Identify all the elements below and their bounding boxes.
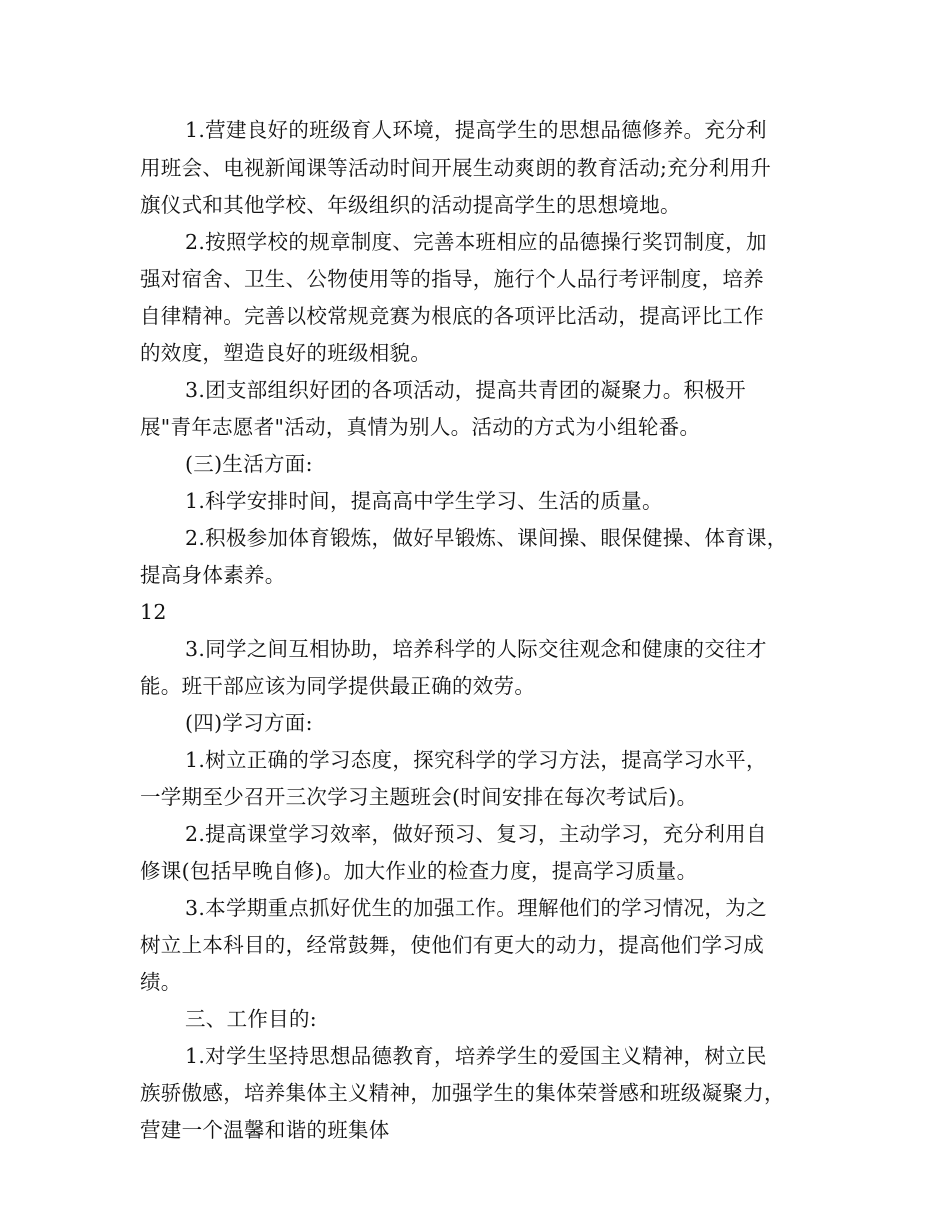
paragraph-1-line-3: 旗仪式和其他学校、年级组织的活动提高学生的思想境地。 <box>140 193 681 217</box>
section-heading-goals: 三、工作目的: <box>185 1007 318 1031</box>
section-heading-life: (三)生活方面: <box>185 452 313 476</box>
page-number: 12 <box>140 600 167 624</box>
life-item-2-line-1: 2.积极参加体育锻炼，做好早锻炼、课间操、眼保健操、体育课， <box>185 526 788 550</box>
life-item-3-line-2: 能。班干部应该为同学提供最正确的效劳。 <box>140 674 536 698</box>
paragraph-2-line-3: 自律精神。完善以校常规竞赛为根底的各项评比活动，提高评比工作 <box>140 304 764 328</box>
paragraph-2-line-1: 2.按照学校的规章制度、完善本班相应的品德操行奖罚制度，加 <box>185 230 767 254</box>
study-item-2-line-1: 2.提高课堂学习效率，做好预习、复习，主动学习，充分利用自 <box>185 822 767 846</box>
study-item-3-line-2: 树立上本科目的，经常鼓舞，使他们有更大的动力，提高他们学习成 <box>140 933 764 957</box>
paragraph-2-line-2: 强对宿舍、卫生、公物使用等的指导，施行个人品行考评制度，培养 <box>140 267 764 291</box>
life-item-2-line-2: 提高身体素养。 <box>140 563 286 587</box>
paragraph-1-line-1: 1.营建良好的班级育人环境，提高学生的思想品德修养。充分利 <box>185 118 767 142</box>
study-item-3-line-3: 绩。 <box>140 970 182 994</box>
goal-item-1-line-1: 1.对学生坚持思想品德教育，培养学生的爱国主义精神，树立民 <box>185 1044 767 1068</box>
life-item-1: 1.科学安排时间，提高高中学生学习、生活的质量。 <box>185 489 663 513</box>
goal-item-1-line-2: 族骄傲感，培养集体主义精神，加强学生的集体荣誉感和班级凝聚力， <box>140 1081 785 1105</box>
paragraph-1-line-2: 用班会、电视新闻课等活动时间开展生动爽朗的教育活动;充分利用升 <box>140 156 772 180</box>
study-item-3-line-1: 3.本学期重点抓好优生的加强工作。理解他们的学习情况，为之 <box>185 896 767 920</box>
section-heading-study: (四)学习方面: <box>185 711 313 735</box>
paragraph-3-line-2: 展"青年志愿者"活动，真情为别人。活动的方式为小组轮番。 <box>140 415 701 439</box>
study-item-1-line-1: 1.树立正确的学习态度，探究科学的学习方法，提高学习水平， <box>185 748 767 772</box>
life-item-3-line-1: 3.同学之间互相协助，培养科学的人际交往观念和健康的交往才 <box>185 637 767 661</box>
paragraph-2-line-4: 的效度，塑造良好的班级相貌。 <box>140 341 432 365</box>
paragraph-3-line-1: 3.团支部组织好团的各项活动，提高共青团的凝聚力。积极开 <box>185 378 746 402</box>
study-item-2-line-2: 修课(包括早晚自修)。加大作业的检查力度，提高学习质量。 <box>140 859 698 883</box>
study-item-1-line-2: 一学期至少召开三次学习主题班会(时间安排在每次考试后)。 <box>140 785 698 809</box>
goal-item-1-line-3: 营建一个温馨和谐的班集体 <box>140 1118 390 1142</box>
